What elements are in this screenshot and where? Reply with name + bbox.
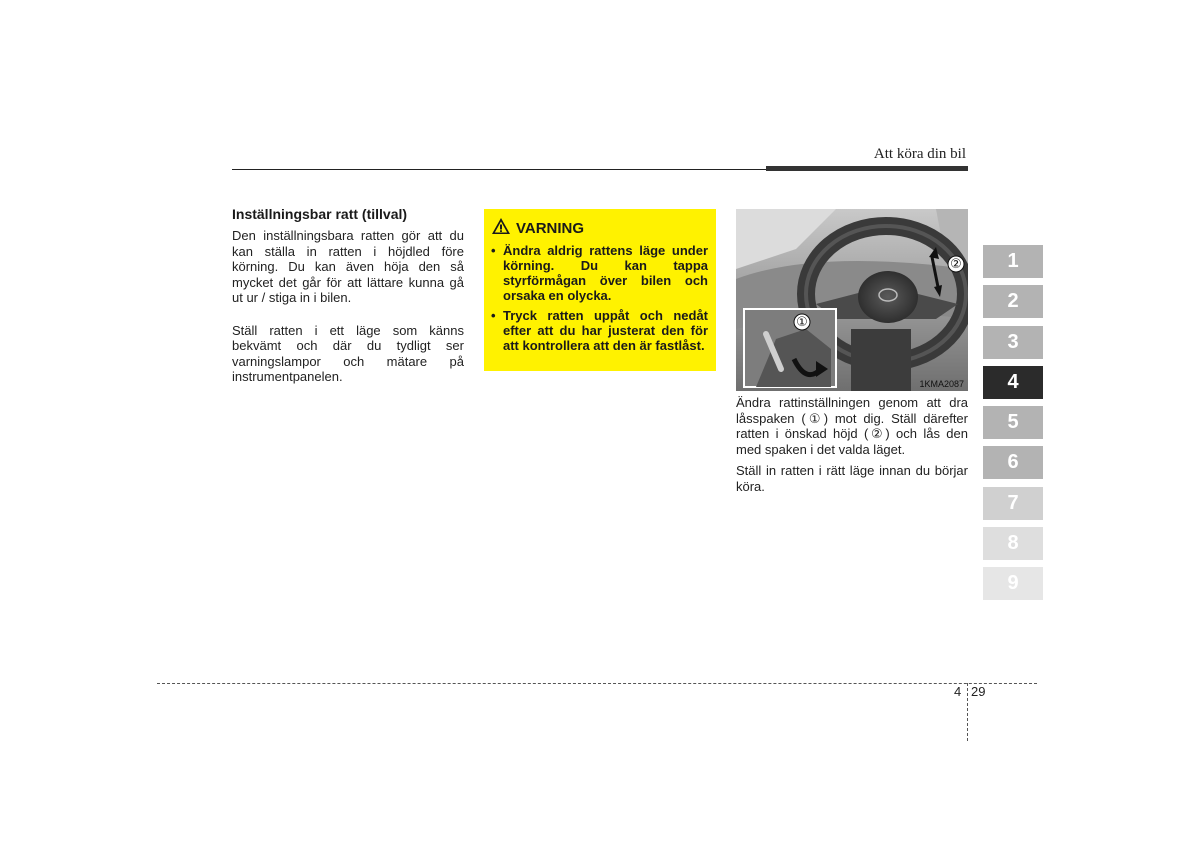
chapter-tab-4-active[interactable]: 4: [983, 366, 1043, 399]
page-chapter-number: 4: [954, 684, 962, 699]
steering-wheel-illustration: [736, 209, 968, 391]
warning-item-text: Tryck ratten uppåt och nedåt efter att du har justerat den för att kontrollera att den är fastlåst.: [503, 308, 708, 353]
section-heading: Inställningsbar ratt (tillval): [232, 206, 408, 222]
warning-item-text: Ändra aldrig rattens läge under körning. Du kan tappa styrförmågan över bilen och orsaka en olycka.: [503, 243, 708, 303]
section-header-title: Att köra din bil: [873, 146, 966, 162]
warning-triangle-icon: [491, 217, 511, 240]
chapter-tab-2[interactable]: 2: [983, 285, 1043, 318]
header-rule-thick: [766, 166, 968, 171]
paragraph: Den inställningsbara ratten gör att du kan ställa in ratten i höjdled före körning. Du kan även höja den så mycket det går för att lättare kunna gå ut ur / stiga in i bilen.: [232, 228, 464, 305]
warning-header: [491, 217, 708, 240]
left-column: [232, 206, 464, 402]
bullet: •: [491, 308, 496, 323]
paragraph: Ändra rattinställningen genom att dra låsspaken (①) mot dig. Ställ därefter ratten i önskad höjd (②) och lås den med spaken i det valda läget.: [736, 395, 968, 457]
warning-list: [491, 243, 708, 353]
warning-item: [491, 243, 708, 303]
chapter-tab-6[interactable]: 6: [983, 446, 1043, 479]
callout-2-label: ②: [950, 256, 962, 271]
callout-1-label: ①: [796, 314, 808, 329]
chapter-tab-5[interactable]: 5: [983, 406, 1043, 439]
page-number: 29: [971, 684, 986, 699]
paragraph: Ställ in ratten i rätt läge innan du börjar köra.: [736, 463, 968, 494]
header-rule: [232, 169, 766, 170]
warning-box: [484, 209, 716, 371]
warning-title: VARNING: [516, 220, 585, 237]
figure-code: 1KMA2087: [919, 379, 964, 389]
paragraph: Ställ ratten i ett läge som känns bekvämt och där du tydligt ser varningslampor och mätare på instrumentpanelen.: [232, 322, 464, 384]
right-column: [736, 395, 968, 500]
chapter-tabs: [983, 245, 1043, 608]
bullet: •: [491, 243, 496, 258]
chapter-tab-8[interactable]: 8: [983, 527, 1043, 560]
warning-item: [491, 308, 708, 353]
chapter-tab-7[interactable]: 7: [983, 487, 1043, 520]
footer-divider: [967, 683, 968, 741]
chapter-tab-1[interactable]: 1: [983, 245, 1043, 278]
chapter-tab-9[interactable]: 9: [983, 567, 1043, 600]
steering-wheel-photo: [736, 209, 968, 391]
footer-rule: [157, 683, 1037, 684]
chapter-tab-3[interactable]: 3: [983, 326, 1043, 359]
